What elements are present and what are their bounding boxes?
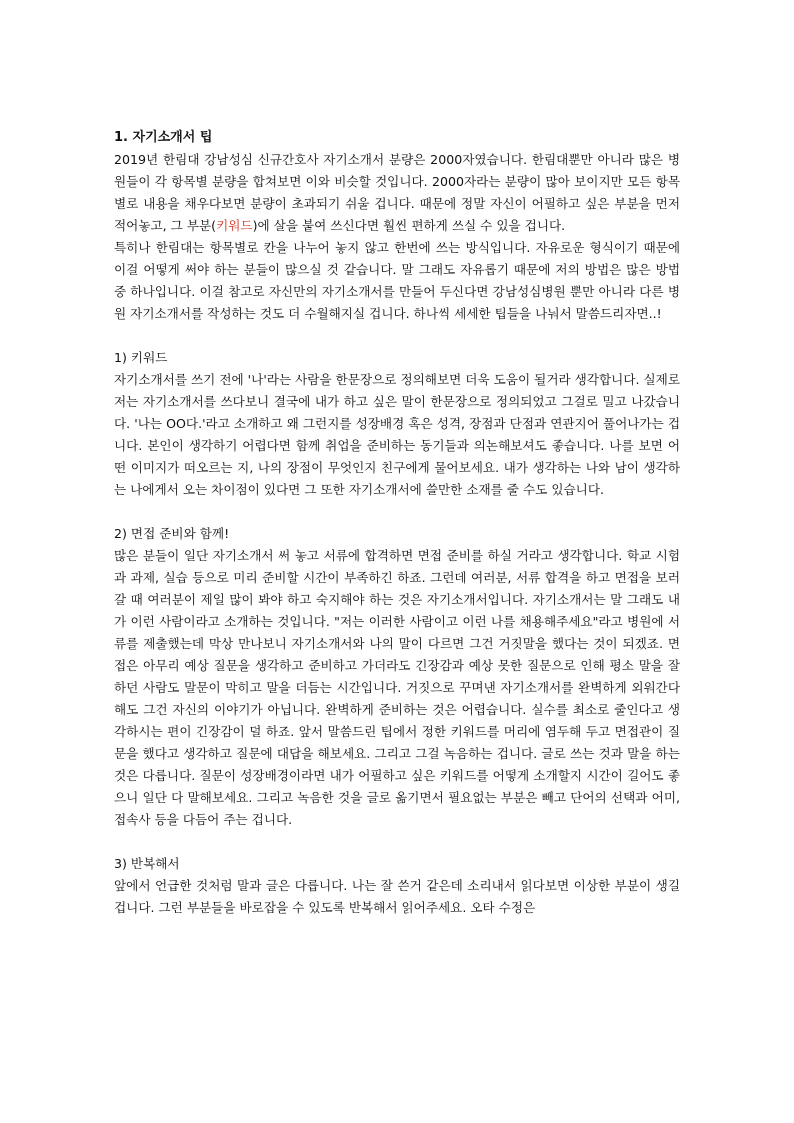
- paragraph-text: )에 살을 붙여 쓰신다면 훨씬 편하게 쓰실 수 있을 겁니다.: [252, 218, 566, 233]
- paragraph-text: 2019년 한림대 강남성심 신규간호사 자기소개서 분량은 2000자였습니다. 한림대뿐만 아니라 많은 병원들이 각 항목별 분량을 합쳐보면 이와 비슷할 것입니다. 2000자라는 분량이 많아 보이지만 모든 항목별로 내용을 채우다보면 분량이 초과되기 쉬울 겁니다. 때문에 정말 자신이 어필하고 싶은 부분을 먼저 적어놓고, 그 부분(: [114, 152, 680, 233]
- keyword-highlight: 키워드: [216, 218, 253, 233]
- paragraph-keyword: 자기소개서를 쓰기 전에 '나'라는 사람을 한문장으로 정의해보면 더욱 도움이 될거라 생각합니다. 실제로 저는 자기소개서를 쓰다보니 결국에 내가 하고 싶은 말이 한문장으로 정의되었고 그걸로 밀고 나갔습니다. '나는 OO다.'라고 소개하고 왜 그런지를 성장배경 혹은 성격, 장점과 단점과 연관지어 풀어나가는 겁니다. 본인이 생각하기 어렵다면 함께 취업을 준비하는 동기들과 의논해보셔도 좋습니다. 나를 보면 어떤 이미지가 떠오르는 지, 나의 장점이 무엇인지 친구에게 물어보세요. 내가 생각하는 나와 남이 생각하는 나에게서 오는 차이점이 있다면 그 또한 자기소개서에 쓸만한 소재를 줄 수도 있습니다.: [114, 372, 680, 497]
- paragraph-interview: 많은 분들이 일단 자기소개서 써 놓고 서류에 합격하면 면접 준비를 하실 거라고 생각합니다. 학교 시험과 과제, 실습 등으로 미리 준비할 시간이 부족하긴 하죠. 그런데 여러분, 서류 합격을 하고 면접을 보러갈 때 여러분이 제일 많이 봐야 하고 숙지해야 하는 것은 자기소개서입니다. 자기소개서는 말 그래도 내가 이런 사람이라고 소개하는 것입니다. "저는 이러한 사람이고 이런 나를 채용해주세요"라고 병원에 서류를 제출했는데 막상 만나보니 자기소개서와 나의 말이 다르면 그건 거짓말을 했다는 것이 되겠죠. 면접은 아무리 예상 질문을 생각하고 준비하고 가더라도 긴장감과 예상 못한 질문으로 인해 평소 말을 잘하던 사람도 말문이 막히고 말을 더듬는 시간입니다. 거짓으로 꾸며낸 자기소개서를 완벽하게 외워간다 해도 그건 자신의 이야기가 아닙니다. 완벽하게 준비하는 것은 어렵습니다. 실수를 최소로 줄인다고 생각하시는 편이 긴장감이 덜 하죠. 앞서 말씀드린 팁에서 정한 키워드를 머리에 염두해 두고 면접관이 질문을 했다고 생각하고 질문에 대답을 해보세요. 그리고 그걸 녹음하는 겁니다. 글로 쓰는 것과 말을 하는 것은 다릅니다. 질문이 성장배경이라면 내가 어필하고 싶은 키워드를 어떻게 소개할지 시간이 길어도 좋으니 일단 다 말해보세요. 그리고 녹음한 것을 글로 옮기면서 필요없는 부분은 빼고 단어의 선택과 어미, 접속사 등을 다듬어 주는 겁니다.: [114, 548, 680, 827]
- section-title-self-intro-tips: 1. 자기소개서 팁: [114, 130, 213, 145]
- spacer: [114, 831, 680, 853]
- subsection-title-interview: 2) 면접 준비와 함께!: [114, 526, 230, 541]
- subsection-title-keyword: 1) 키워드: [114, 350, 168, 365]
- paragraph-repeat: 앞에서 언급한 것처럼 말과 글은 다릅니다. 나는 잘 쓴거 같은데 소리내서 읽다보면 이상한 부분이 생길 겁니다. 그런 부분들을 바로잡을 수 있도록 반복해서 읽어주세요. 오타 수정은: [114, 878, 680, 915]
- paragraph-length-tips: [114, 149, 680, 237]
- document-page: [114, 126, 680, 919]
- subsection-title-repeat: 3) 반복해서: [114, 856, 180, 871]
- spacer: [114, 325, 680, 347]
- spacer: [114, 501, 680, 523]
- paragraph-free-format: 특히나 한림대는 항목별로 칸을 나누어 놓지 않고 한번에 쓰는 방식입니다. 자유로운 형식이기 때문에 이걸 어떻게 써야 하는 분들이 많으실 것 같습니다. 말 그래도 자유롭기 때문에 저의 방법은 많은 방법 중 하나입니다. 이걸 참고로 자신만의 자기소개서를 만들어 두신다면 강남성심병원 뿐만 아니라 다른 병원 자기소개서를 작성하는 것도 더 수월해지실 겁니다. 하나씩 세세한 팁들을 나눠서 말씀드리자면..!: [114, 240, 680, 321]
